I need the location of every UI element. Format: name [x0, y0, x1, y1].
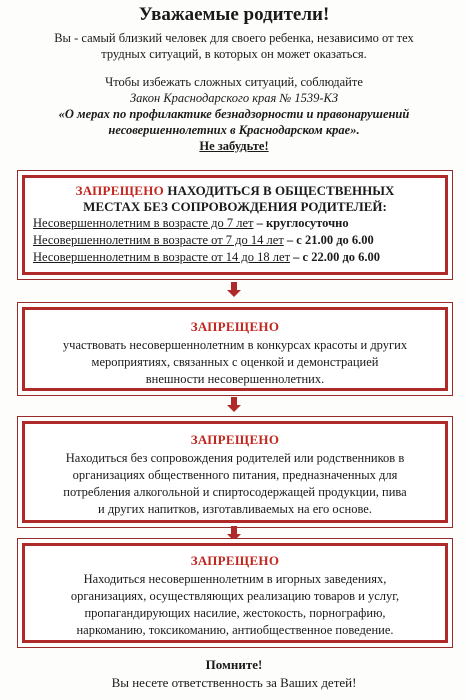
rule-box-beauty-contests	[17, 302, 453, 396]
rule-line: пропагандирующих насилие, жестокость, порнографию,	[84, 606, 386, 620]
law-line: Чтобы избежать сложных ситуаций, соблюдайте	[105, 75, 363, 89]
down-arrow-icon	[227, 282, 241, 298]
curfew-rule	[31, 232, 439, 249]
remember-label: Помните!	[205, 657, 263, 672]
rule-box-curfew	[17, 170, 453, 280]
curfew-rule	[31, 215, 439, 232]
curfew-time: – с 21.00 до 6.00	[286, 233, 374, 247]
curfew-heading	[31, 183, 439, 199]
rule-line: наркоманию, токсикоманию, антиобщественное поведение.	[76, 623, 394, 637]
curfew-heading-line2: МЕСТАХ БЕЗ СОПРОВОЖДЕНИЯ РОДИТЕЛЕЙ:	[83, 199, 387, 214]
law-title-line: несовершеннолетних в Краснодарском крае».	[108, 123, 360, 137]
intro-text	[16, 30, 452, 62]
curfew-time: – круглосуточно	[256, 216, 349, 230]
rule-box-catering	[17, 416, 453, 528]
forbidden-label: ЗАПРЕЩЕНО	[190, 553, 280, 568]
rule-box-gambling	[17, 538, 453, 648]
footer	[0, 656, 468, 692]
down-arrow-icon	[227, 397, 241, 413]
law-line: Закон Краснодарского края № 1539-КЗ	[129, 91, 339, 105]
forbidden-label: ЗАПРЕЩЕНО	[190, 432, 280, 447]
forbidden-label: ЗАПРЕЩЕНО	[75, 183, 165, 198]
curfew-heading-rest: НАХОДИТЬСЯ В ОБЩЕСТВЕННЫХ	[167, 183, 395, 198]
curfew-age: Несовершеннолетним в возрасте от 14 до 18 лет	[33, 250, 291, 264]
rule-line: участвовать несовершеннолетним в конкурсах красоты и других	[62, 338, 408, 352]
dont-forget-label: Не забудьте!	[199, 139, 269, 153]
law-title-line: «О мерах по профилактике безнадзорности и правонарушений	[58, 107, 410, 121]
rule-line: Находиться без сопровождения родителей или родственников в	[65, 451, 405, 465]
curfew-rule	[31, 249, 439, 266]
rule-line: внешности несовершеннолетних.	[145, 372, 325, 386]
rule-line: мероприятиях, связанных с оценкой и демонстрацией	[91, 355, 379, 369]
forbidden-label: ЗАПРЕЩЕНО	[190, 319, 280, 334]
rule-line: потребления алкогольной и спиртосодержащей продукции, пива	[63, 485, 407, 499]
rule-line: организациях, осуществляющих реализацию товаров и услуг,	[70, 589, 400, 603]
curfew-time: – с 22.00 до 6.00	[293, 250, 381, 264]
curfew-age: Несовершеннолетним в возрасте до 7 лет	[33, 216, 254, 230]
curfew-age: Несовершеннолетним в возрасте от 7 до 14 лет	[33, 233, 284, 247]
rule-line: организациях общественного питания, предназначенных для	[72, 468, 398, 482]
rule-line: и других напитков, изготавливаемых на его основе.	[98, 502, 372, 516]
rule-line: Находиться несовершеннолетним в игорных заведениях,	[83, 572, 387, 586]
responsibility-text: Вы несете ответственность за Ваших детей!	[111, 675, 357, 690]
law-reference	[12, 74, 456, 154]
intro-line: трудных ситуаций, в которых он может оказаться.	[101, 47, 367, 61]
intro-line: Вы - самый близкий человек для своего ребенка, независимо от тех	[54, 31, 414, 45]
page-title: Уважаемые родители!	[138, 4, 330, 25]
